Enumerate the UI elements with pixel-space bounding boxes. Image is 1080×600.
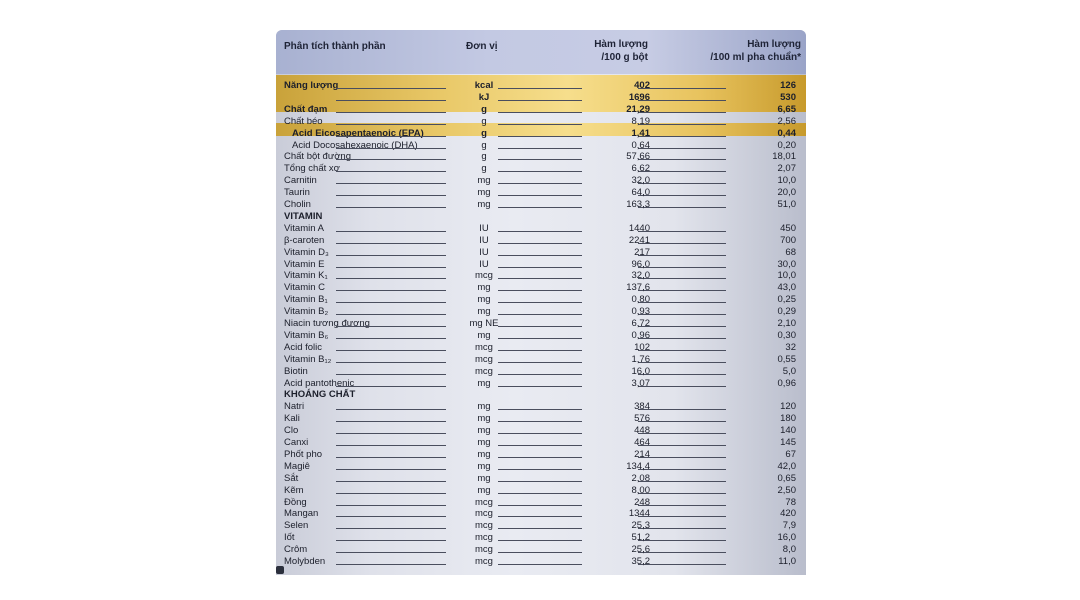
table-row [276,354,806,365]
nutrient-name: Acid pantothenic [284,377,355,389]
nutrient-name: Carnitin [284,175,317,187]
table-row [276,187,806,198]
value-per-100ml: 68 [785,246,796,258]
value-per-100g: 217 [634,246,650,258]
section-heading-row [276,211,806,222]
value-per-100ml: 7,9 [782,520,796,532]
leader-line [336,374,446,375]
nutrient-name: KHOÁNG CHẤT [284,389,356,401]
table-row [276,556,806,567]
leader-line [336,255,446,256]
table-row [276,116,806,127]
table-row [276,330,806,341]
nutrient-name: Vitamin C [284,282,326,294]
value-per-100g: 464 [634,437,650,448]
nutrient-name: Taurin [284,187,310,199]
nutrient-name: Niacin tương đương [284,318,370,329]
table-row [276,544,806,555]
nutrient-unit: mcg [475,365,493,377]
value-per-100g: 1,76 [631,353,650,365]
value-per-100g: 1440 [628,222,650,234]
table-row [276,80,806,91]
nutrient-name: Năng lượng [284,80,339,91]
leader-line [336,362,446,363]
table-row [276,151,806,162]
value-per-100g: 16,0 [631,365,650,377]
value-per-100ml: 0,65 [777,472,796,484]
leader-line [336,231,446,232]
value-per-100ml: 78 [785,496,796,508]
value-per-100g: 0,64 [631,139,650,151]
nutrient-name: Canxi [284,437,309,448]
nutrient-name: Kali [284,413,300,425]
nutrient-name: Tổng chất xơ [284,163,340,175]
leader-line [336,421,446,422]
table-row [276,437,806,448]
value-per-100ml: 140 [780,425,796,437]
table-row [276,413,806,424]
nutrient-name: Vitamin K₁ [284,270,328,282]
nutrient-table [276,30,806,575]
nutrient-name: Molybden [284,556,326,567]
value-per-100g: 448 [634,425,650,437]
table-row [276,461,806,472]
value-per-100ml: 10,0 [777,270,796,282]
nutrient-unit: mg [477,187,491,199]
value-per-100g: 2241 [628,234,650,246]
nutrient-name: Crôm [284,544,308,556]
value-per-100g: 214 [634,448,650,460]
nutrient-unit: mg [477,460,491,472]
value-per-100ml: 32 [785,341,796,353]
value-per-100ml: 51,0 [777,199,796,210]
value-per-100ml: 18,01 [772,151,796,163]
nutrient-unit: mg [477,294,491,306]
nutrient-name: Biotin [284,365,308,377]
nutrient-unit: mg NE [469,318,499,329]
leader-line [336,100,446,101]
leader-line [336,481,446,482]
value-per-100ml: 43,0 [777,282,796,294]
leader-line [336,112,446,113]
value-per-100g: 6,62 [631,163,650,175]
value-per-100ml: 2,07 [777,163,796,175]
value-per-100g: 0,80 [631,294,650,306]
value-per-100ml: 30,0 [777,258,796,270]
nutrient-unit: mg [477,199,491,210]
nutrient-unit: IU [479,246,489,258]
nutrient-name: Vitamin B₁ [284,294,328,306]
value-per-100g: 137,6 [626,282,650,294]
value-per-100g: 51,2 [631,532,650,544]
header-per100ml-line2: /100 ml pha chuẩn* [710,52,801,63]
nutrient-unit: g [481,115,487,127]
leader-line [336,207,446,208]
nutrient-name: Vitamin B₂ [284,306,329,318]
value-per-100ml: 10,0 [777,175,796,187]
nutrient-name: Acid Eicosapentaenoic (EPA) [292,127,424,139]
table-row [276,520,806,531]
value-per-100ml: 6,65 [777,103,796,115]
leader-line [336,124,446,125]
leader-line [336,469,446,470]
table-row [276,497,806,508]
table-row [276,294,806,305]
table-row [276,104,806,115]
value-per-100ml: 42,0 [777,460,796,472]
nutrient-unit: g [481,163,487,175]
nutrient-name: Đồng [284,496,307,508]
nutrient-unit: mg [477,377,491,389]
value-per-100g: 64,0 [631,187,650,199]
table-row [276,425,806,436]
value-per-100g: 6,72 [631,318,650,329]
nutrient-unit: mg [477,282,491,294]
value-per-100ml: 0,96 [777,377,796,389]
value-per-100ml: 145 [780,437,796,448]
table-row [276,318,806,329]
table-row [276,270,806,281]
nutrient-name: Vitamin B₁₂ [284,353,332,365]
table-row [276,401,806,412]
leader-line [336,88,446,89]
leader-line [336,148,446,149]
nutrient-unit: mcg [475,496,493,508]
value-per-100g: 134,4 [626,460,650,472]
nutrient-name: Kẽm [284,484,304,496]
nutrient-unit: g [481,103,487,115]
value-per-100g: 163,3 [626,199,650,210]
table-row [276,223,806,234]
nutrient-name: Vitamin E [284,258,325,270]
leader-line [336,552,446,553]
nutrient-name: Chất bột đường [284,151,351,163]
value-per-100ml: 2,50 [777,484,796,496]
header-per100g-line2: /100 g bột [601,52,648,63]
value-per-100ml: 530 [780,91,796,103]
value-per-100ml: 420 [780,508,796,520]
leader-line [336,290,446,291]
leader-line [336,433,446,434]
nutrient-unit: mg [477,175,491,187]
table-row [276,140,806,151]
leader-line [336,338,446,339]
value-per-100g: 32,0 [631,175,650,187]
value-per-100ml: 0,29 [777,306,796,318]
value-per-100g: 1,41 [631,127,650,139]
nutrient-unit: mcg [475,341,493,353]
nutrient-name: Chất đạm [284,103,328,115]
value-per-100ml: 0,20 [777,139,796,151]
leader-line [336,386,446,387]
leader-line [336,505,446,506]
nutrient-unit: mg [477,472,491,484]
nutrient-unit: mg [477,484,491,496]
leader-line [336,493,446,494]
value-per-100g: 102 [634,341,650,353]
value-per-100ml: 67 [785,448,796,460]
footnote-mark-icon [276,566,284,574]
nutrient-name: Mangan [284,508,319,520]
table-row [276,175,806,186]
nutrient-unit: mg [477,329,491,341]
leader-line [336,243,446,244]
value-per-100g: 96,0 [631,258,650,270]
header-name: Phân tích thành phần [284,41,386,52]
nutrient-name: Natri [284,401,305,413]
nutrient-name: Phốt pho [284,448,323,460]
value-per-100ml: 20,0 [777,187,796,199]
leader-line [336,159,446,160]
value-per-100ml: 0,44 [777,127,796,139]
table-row [276,378,806,389]
value-per-100g: 0,93 [631,306,650,318]
table-row [276,199,806,210]
leader-line [336,326,446,327]
leader-line [336,445,446,446]
value-per-100ml: 0,30 [777,329,796,341]
table-row [276,92,806,103]
header-per100ml-line1: Hàm lượng [747,39,801,50]
nutrient-unit: kJ [478,91,490,103]
value-per-100ml: 180 [780,413,796,425]
nutrient-unit: mcg [475,532,493,544]
value-per-100ml: 2,56 [777,115,796,127]
nutrient-name: Chất béo [284,115,323,127]
value-per-100ml: 700 [780,234,796,246]
table-row [276,247,806,258]
value-per-100g: 21,29 [626,103,650,115]
table-row [276,532,806,543]
leader-line [336,195,446,196]
value-per-100g: 0,96 [631,329,650,341]
value-per-100ml: 450 [780,222,796,234]
header-unit: Đơn vị [466,41,498,52]
nutrient-unit: mcg [475,520,493,532]
value-per-100ml: 120 [780,401,796,413]
leader-line [336,564,446,565]
leader-line [336,528,446,529]
leader-line [336,302,446,303]
table-row [276,282,806,293]
value-per-100g: 32,0 [631,270,650,282]
nutrient-name: β-caroten [284,234,325,246]
table-row [276,235,806,246]
value-per-100g: 25,6 [631,544,650,556]
table-row [276,485,806,496]
value-per-100ml: 16,0 [777,532,796,544]
nutrient-unit: mg [477,448,491,460]
leader-line [336,267,446,268]
nutrient-unit: g [481,127,487,139]
value-per-100ml: 0,55 [777,353,796,365]
nutrient-unit: kcal [474,80,494,91]
nutrient-unit: mg [477,306,491,318]
leader-line [336,183,446,184]
leader-line [336,350,446,351]
value-per-100g: 402 [634,80,650,91]
nutrient-unit: mcg [475,270,493,282]
nutrient-name: Magiê [284,460,310,472]
leader-line [336,314,446,315]
nutrient-name: Cholin [284,199,311,210]
table-row [276,366,806,377]
nutrient-name: Vitamin A [284,222,324,234]
nutrient-unit: IU [479,234,489,246]
leader-line [336,516,446,517]
value-per-100ml: 11,0 [778,556,796,567]
header-per100g-line1: Hàm lượng [594,39,648,50]
nutrient-name: Vitamin D₃ [284,246,329,258]
nutrient-unit: mg [477,401,491,413]
value-per-100g: 248 [634,496,650,508]
value-per-100g: 576 [634,413,650,425]
table-row [276,342,806,353]
nutrient-unit: IU [479,222,489,234]
leader-line [336,136,446,137]
leader-line [336,457,446,458]
value-per-100g: 1344 [628,508,650,520]
value-per-100ml: 126 [780,80,796,91]
value-per-100g: 8,00 [631,484,650,496]
value-per-100ml: 0,25 [777,294,796,306]
value-per-100g: 57,66 [626,151,650,163]
value-per-100g: 25,3 [631,520,650,532]
nutrient-unit: mg [477,437,491,448]
table-row [276,163,806,174]
table-row [276,473,806,484]
value-per-100g: 3,07 [631,377,650,389]
leader-line [336,540,446,541]
nutrient-name: VITAMIN [284,210,323,222]
nutrient-name: Acid folic [284,341,323,353]
nutrient-unit: mcg [475,508,493,520]
leader-line [336,171,446,172]
nutrient-name: Vitamin B₆ [284,329,329,341]
value-per-100ml: 8,0 [782,544,796,556]
table-row [276,508,806,519]
nutrition-label [276,30,806,575]
value-per-100g: 384 [634,401,650,413]
nutrient-name: Sắt [284,472,299,484]
value-per-100g: 8,19 [631,115,650,127]
table-row [276,449,806,460]
value-per-100g: 2,08 [631,472,650,484]
nutrient-name: Selen [284,520,309,532]
value-per-100ml: 5,0 [782,365,796,377]
leader-line [336,278,446,279]
nutrient-unit: mcg [475,544,493,556]
nutrient-name: Acid Docosahexaenoic (DHA) [292,139,418,151]
table-row [276,306,806,317]
leader-line [336,409,446,410]
value-per-100g: 35,2 [631,556,650,567]
nutrient-unit: mg [477,413,491,425]
nutrient-unit: mcg [475,556,493,567]
value-per-100ml: 2,10 [777,318,796,329]
nutrient-name: Clo [284,425,299,437]
section-heading-row [276,389,806,400]
nutrient-unit: mg [477,425,491,437]
nutrient-unit: mcg [475,353,493,365]
value-per-100g: 1696 [628,91,650,103]
table-row [276,259,806,270]
nutrient-unit: g [481,139,487,151]
nutrient-name: Iốt [284,532,295,544]
nutrient-unit: g [481,151,487,163]
table-row [276,128,806,139]
nutrient-unit: IU [479,258,489,270]
